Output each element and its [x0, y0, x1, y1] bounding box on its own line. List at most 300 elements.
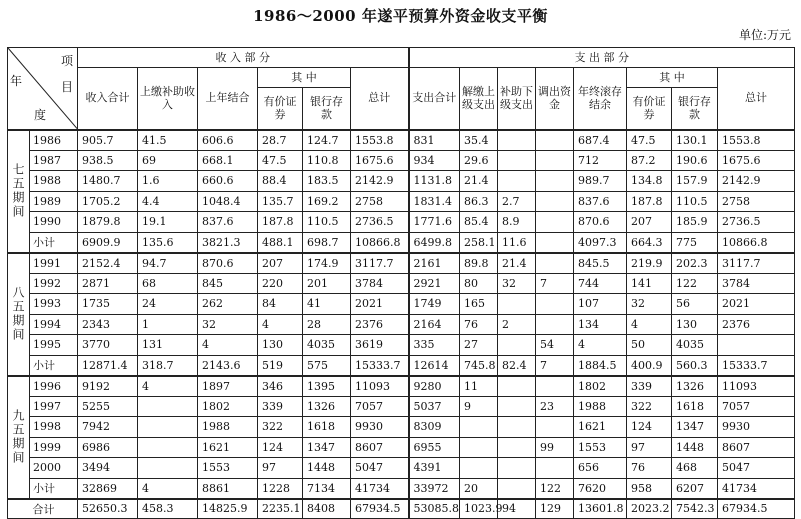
year-cell: 2000 [30, 458, 78, 479]
year-cell: 1987 [30, 150, 78, 171]
expense-bank-deposit-cell: 157.9 [672, 171, 718, 192]
expense-securities-total-cell: 2023.2 [627, 499, 672, 519]
expense-bank-deposit-cell: 468 [672, 458, 718, 479]
expense-securities-cell: 32 [627, 294, 672, 315]
income-sum-cell: 1675.6 [351, 150, 409, 171]
expense-bank-deposit-cell: 6207 [672, 478, 718, 499]
income-sum-cell: 41734 [351, 478, 409, 499]
year-end-balance-cell: 4097.3 [574, 232, 627, 253]
transfer-fund-cell [536, 191, 574, 212]
transfer-fund-cell: 54 [536, 335, 574, 356]
year-end-balance-cell: 656 [574, 458, 627, 479]
last-year-balance-cell: 2143.6 [198, 355, 258, 376]
income-total-cell: 1705.2 [78, 191, 138, 212]
income-bank-deposit-cell: 169.2 [303, 191, 351, 212]
expense-total-cell: 335 [409, 335, 460, 356]
table-row [8, 212, 795, 233]
year-cell: 1992 [30, 273, 78, 294]
income-bank-deposit-cell: 1347 [303, 437, 351, 458]
expense-sum-cell: 15333.7 [718, 355, 795, 376]
income-sum-cell: 15333.7 [351, 355, 409, 376]
year-end-balance-cell: 4 [574, 335, 627, 356]
period-label: 八五期间 [8, 253, 30, 376]
expense-securities-cell: 134.8 [627, 171, 672, 192]
expense-securities-cell: 124 [627, 417, 672, 438]
last-year-balance-cell: 1988 [198, 417, 258, 438]
remit-upper-cell [460, 417, 498, 438]
income-bank-deposit-cell: 41 [303, 294, 351, 315]
corner-item-label: 项 [60, 54, 73, 68]
expense-securities-cell: 400.9 [627, 355, 672, 376]
expense-sum-header: 总计 [718, 68, 795, 130]
table-row [8, 253, 795, 274]
expense-sum-cell: 3784 [718, 273, 795, 294]
year-end-balance-cell: 712 [574, 150, 627, 171]
income-securities-cell: 1228 [258, 478, 303, 499]
income-sum-cell: 3117.7 [351, 253, 409, 274]
income-securities-cell: 88.4 [258, 171, 303, 192]
expense-bank-deposit-cell: 185.9 [672, 212, 718, 233]
expense-total-cell: 6499.8 [409, 232, 460, 253]
expense-total-cell: 12614 [409, 355, 460, 376]
expense-bank-deposit-cell: 190.6 [672, 150, 718, 171]
transfer-fund-cell: 7 [536, 273, 574, 294]
income-total-total-cell: 52650.3 [78, 499, 138, 519]
income-securities-cell: 322 [258, 417, 303, 438]
subsidy-lower-cell: 82.4 [498, 355, 536, 376]
expense-total-cell: 2161 [409, 253, 460, 274]
year-cell: 1995 [30, 335, 78, 356]
expense-sum-cell: 8607 [718, 437, 795, 458]
year-cell: 小计 [30, 355, 78, 376]
remit-upper-cell: 76 [460, 314, 498, 335]
expense-securities-cell: 4 [627, 314, 672, 335]
upper-subsidy-cell: 19.1 [138, 212, 198, 233]
corner-year-label: 年 [10, 74, 23, 88]
income-bank-deposit-cell: 1395 [303, 376, 351, 397]
expense-sum-cell: 9930 [718, 417, 795, 438]
expense-sum-cell: 7057 [718, 396, 795, 417]
income-total-cell: 2152.4 [78, 253, 138, 274]
upper-subsidy-cell: 94.7 [138, 253, 198, 274]
income-total-cell: 32869 [78, 478, 138, 499]
income-total-cell: 6986 [78, 437, 138, 458]
expense-securities-cell: 97 [627, 437, 672, 458]
subsidy-lower-cell [498, 396, 536, 417]
income-sum-cell: 9930 [351, 417, 409, 438]
expense-total-header: 支出合计 [409, 68, 460, 130]
year-cell: 1999 [30, 437, 78, 458]
income-total-cell: 9192 [78, 376, 138, 397]
last-year-balance-cell: 837.6 [198, 212, 258, 233]
income-bank-deposit-cell: 7134 [303, 478, 351, 499]
income-bank-deposit-cell: 110.5 [303, 212, 351, 233]
income-total-header: 收入合计 [78, 68, 138, 130]
income-bank-deposit-cell: 1448 [303, 458, 351, 479]
expense-securities-cell: 219.9 [627, 253, 672, 274]
expense-sum-cell: 1675.6 [718, 150, 795, 171]
upper-subsidy-cell: 24 [138, 294, 198, 315]
income-of-which-header: 其 中 [258, 68, 351, 88]
transfer-fund-cell [536, 130, 574, 151]
income-sum-cell: 11093 [351, 376, 409, 397]
table-body [8, 130, 795, 519]
year-cell: 1986 [30, 130, 78, 151]
expense-bank-deposit-cell: 1347 [672, 417, 718, 438]
expense-bank-deposit-cell: 130 [672, 314, 718, 335]
expense-sum-cell: 2758 [718, 191, 795, 212]
remit-upper-cell: 29.6 [460, 150, 498, 171]
income-securities-cell: 220 [258, 273, 303, 294]
year-cell: 1996 [30, 376, 78, 397]
last-year-balance-header: 上年结合 [198, 68, 258, 130]
table-row [8, 273, 795, 294]
last-year-balance-cell: 1621 [198, 437, 258, 458]
year-cell: 1997 [30, 396, 78, 417]
transfer-fund-cell [536, 232, 574, 253]
expense-total-cell: 831 [409, 130, 460, 151]
year-end-balance-cell: 837.6 [574, 191, 627, 212]
income-securities-cell: 488.1 [258, 232, 303, 253]
remit-upper-cell: 11 [460, 376, 498, 397]
upper-subsidy-cell: 41.5 [138, 130, 198, 151]
subtotal-row [8, 478, 795, 499]
income-total-cell: 905.7 [78, 130, 138, 151]
table-header [8, 48, 795, 130]
table-row [8, 171, 795, 192]
subsidy-lower-cell [498, 437, 536, 458]
grand-total-row [8, 499, 795, 519]
period-label: 七五期间 [8, 130, 30, 253]
income-total-cell: 3494 [78, 458, 138, 479]
year-cell: 1991 [30, 253, 78, 274]
upper-subsidy-cell: 68 [138, 273, 198, 294]
upper-subsidy-cell [138, 417, 198, 438]
remit-upper-cell [460, 458, 498, 479]
remit-upper-cell: 35.4 [460, 130, 498, 151]
income-bank-deposit-cell: 28 [303, 314, 351, 335]
expense-securities-cell: 50 [627, 335, 672, 356]
income-bank-deposit-cell: 183.5 [303, 171, 351, 192]
last-year-balance-cell: 845 [198, 273, 258, 294]
expense-securities-cell: 322 [627, 396, 672, 417]
expense-total-cell: 33972 [409, 478, 460, 499]
transfer-fund-cell: 7 [536, 355, 574, 376]
income-bank-deposit-cell: 575 [303, 355, 351, 376]
income-bank-deposit-cell: 1326 [303, 396, 351, 417]
income-securities-cell: 84 [258, 294, 303, 315]
expense-sum-cell: 11093 [718, 376, 795, 397]
year-end-balance-cell: 134 [574, 314, 627, 335]
year-cell: 1993 [30, 294, 78, 315]
subsidy-lower-cell [498, 171, 536, 192]
transfer-fund-total-cell: 129 [536, 499, 574, 519]
period-label: 九五期间 [8, 376, 30, 499]
subtotal-row [8, 355, 795, 376]
transfer-fund-cell [536, 314, 574, 335]
grand-total-label: 合计 [8, 499, 78, 519]
subsidy-lower-cell: 2.7 [498, 191, 536, 212]
balance-table [7, 47, 795, 519]
year-cell: 1994 [30, 314, 78, 335]
year-end-balance-cell: 845.5 [574, 253, 627, 274]
income-securities-total-cell: 2235.1 [258, 499, 303, 519]
income-total-cell: 5255 [78, 396, 138, 417]
expense-total-cell: 2921 [409, 273, 460, 294]
expense-securities-cell: 47.5 [627, 130, 672, 151]
transfer-fund-cell: 23 [536, 396, 574, 417]
table-row [8, 396, 795, 417]
expense-sum-cell: 2142.9 [718, 171, 795, 192]
expense-bank-deposit-cell: 1618 [672, 396, 718, 417]
expense-securities-cell: 664.3 [627, 232, 672, 253]
remit-upper-cell: 85.4 [460, 212, 498, 233]
remit-upper-cell: 80 [460, 273, 498, 294]
remit-upper-cell: 745.8 [460, 355, 498, 376]
subsidy-lower-cell: 2 [498, 314, 536, 335]
expense-section-header: 支 出 部 分 [409, 48, 795, 68]
expense-bank-deposit-total-cell: 7542.3 [672, 499, 718, 519]
table-row [8, 314, 795, 335]
income-total-cell: 6909.9 [78, 232, 138, 253]
income-securities-cell: 519 [258, 355, 303, 376]
last-year-balance-cell: 1802 [198, 396, 258, 417]
upper-subsidy-cell: 4 [138, 478, 198, 499]
year-cell: 小计 [30, 232, 78, 253]
last-year-balance-cell: 1897 [198, 376, 258, 397]
income-sum-cell: 2142.9 [351, 171, 409, 192]
expense-total-cell: 2164 [409, 314, 460, 335]
expense-sum-cell: 1553.8 [718, 130, 795, 151]
subsidy-lower-cell: 32 [498, 273, 536, 294]
income-total-cell: 12871.4 [78, 355, 138, 376]
income-securities-cell: 135.7 [258, 191, 303, 212]
transfer-fund-header: 调出资金 [536, 68, 574, 130]
last-year-balance-cell: 660.6 [198, 171, 258, 192]
income-sum-cell: 7057 [351, 396, 409, 417]
expense-total-cell: 1749 [409, 294, 460, 315]
transfer-fund-cell [536, 417, 574, 438]
expense-bank-deposit-cell: 130.1 [672, 130, 718, 151]
expense-total-cell: 1771.6 [409, 212, 460, 233]
expense-securities-cell: 339 [627, 376, 672, 397]
year-end-balance-cell: 1884.5 [574, 355, 627, 376]
expense-total-cell: 4391 [409, 458, 460, 479]
income-securities-cell: 130 [258, 335, 303, 356]
year-cell: 1989 [30, 191, 78, 212]
subsidy-lower-cell [498, 478, 536, 499]
expense-sum-cell: 2376 [718, 314, 795, 335]
year-end-balance-cell: 1621 [574, 417, 627, 438]
table-row [8, 376, 795, 397]
income-sum-cell: 2736.5 [351, 212, 409, 233]
income-securities-cell: 124 [258, 437, 303, 458]
income-securities-cell: 207 [258, 253, 303, 274]
last-year-balance-cell: 262 [198, 294, 258, 315]
subsidy-lower-cell [498, 150, 536, 171]
expense-bank-deposit-cell: 110.5 [672, 191, 718, 212]
income-sum-cell: 10866.8 [351, 232, 409, 253]
expense-bank-deposit-header: 银行存款 [672, 88, 718, 130]
expense-sum-cell [718, 335, 795, 356]
remit-upper-cell: 258.1 [460, 232, 498, 253]
expense-bank-deposit-cell: 560.3 [672, 355, 718, 376]
remit-upper-cell: 9 [460, 396, 498, 417]
income-securities-cell: 339 [258, 396, 303, 417]
income-bank-deposit-cell: 1618 [303, 417, 351, 438]
expense-bank-deposit-cell: 1326 [672, 376, 718, 397]
income-sum-header: 总计 [351, 68, 409, 130]
upper-subsidy-cell [138, 437, 198, 458]
expense-bank-deposit-cell: 56 [672, 294, 718, 315]
income-sum-total-cell: 67934.5 [351, 499, 409, 519]
year-end-balance-cell: 107 [574, 294, 627, 315]
subsidy-lower-cell: 21.4 [498, 253, 536, 274]
year-end-balance-cell: 687.4 [574, 130, 627, 151]
transfer-fund-cell [536, 150, 574, 171]
upper-subsidy-cell: 135.6 [138, 232, 198, 253]
year-end-balance-cell: 1802 [574, 376, 627, 397]
expense-bank-deposit-cell: 202.3 [672, 253, 718, 274]
table-row [8, 150, 795, 171]
income-securities-cell: 187.8 [258, 212, 303, 233]
transfer-fund-cell [536, 253, 574, 274]
expense-bank-deposit-cell: 4035 [672, 335, 718, 356]
income-sum-cell: 3619 [351, 335, 409, 356]
income-bank-deposit-header: 银行存款 [303, 88, 351, 130]
unit-label: 单位:万元 [738, 28, 791, 42]
expense-securities-cell: 187.8 [627, 191, 672, 212]
upper-subsidy-cell [138, 458, 198, 479]
subsidy-lower-header: 补助下级支出 [498, 68, 536, 130]
income-section-header: 收 入 部 分 [78, 48, 409, 68]
income-total-cell: 2871 [78, 273, 138, 294]
income-bank-deposit-cell: 4035 [303, 335, 351, 356]
subsidy-lower-cell [498, 458, 536, 479]
remit-upper-cell: 86.3 [460, 191, 498, 212]
income-total-cell: 2343 [78, 314, 138, 335]
expense-sum-cell: 2736.5 [718, 212, 795, 233]
last-year-balance-cell: 1553 [198, 458, 258, 479]
upper-subsidy-cell: 69 [138, 150, 198, 171]
upper-subsidy-cell: 1.6 [138, 171, 198, 192]
expense-total-cell: 934 [409, 150, 460, 171]
income-sum-cell: 8607 [351, 437, 409, 458]
transfer-fund-cell [536, 212, 574, 233]
last-year-balance-cell: 870.6 [198, 253, 258, 274]
year-end-balance-cell: 7620 [574, 478, 627, 499]
year-end-balance-total-cell: 13601.8 [574, 499, 627, 519]
corner-header [8, 48, 78, 130]
subsidy-lower-cell: 8.9 [498, 212, 536, 233]
expense-sum-cell: 3117.7 [718, 253, 795, 274]
corner-mu-label: 目 [60, 80, 73, 94]
table-row [8, 417, 795, 438]
expense-securities-cell: 141 [627, 273, 672, 294]
expense-sum-total-cell: 67934.5 [718, 499, 795, 519]
table-row [8, 437, 795, 458]
subsidy-lower-cell [498, 417, 536, 438]
expense-total-cell: 1131.8 [409, 171, 460, 192]
upper-subsidy-cell: 4.4 [138, 191, 198, 212]
expense-securities-cell: 207 [627, 212, 672, 233]
expense-total-cell: 6955 [409, 437, 460, 458]
income-securities-cell: 346 [258, 376, 303, 397]
expense-sum-cell: 5047 [718, 458, 795, 479]
remit-upper-cell: 21.4 [460, 171, 498, 192]
income-total-cell: 1735 [78, 294, 138, 315]
transfer-fund-cell [536, 294, 574, 315]
income-sum-cell: 2376 [351, 314, 409, 335]
year-end-balance-cell: 1988 [574, 396, 627, 417]
year-end-balance-cell: 1553 [574, 437, 627, 458]
year-cell: 1998 [30, 417, 78, 438]
upper-subsidy-cell: 131 [138, 335, 198, 356]
year-cell: 1988 [30, 171, 78, 192]
upper-subsidy-total-cell: 458.3 [138, 499, 198, 519]
income-sum-cell: 2021 [351, 294, 409, 315]
table-row [8, 130, 795, 151]
income-total-cell: 3770 [78, 335, 138, 356]
transfer-fund-cell [536, 171, 574, 192]
income-total-cell: 7942 [78, 417, 138, 438]
expense-sum-cell: 41734 [718, 478, 795, 499]
upper-subsidy-header: 上缴补助收入 [138, 68, 198, 130]
remit-upper-header: 解缴上级支出 [460, 68, 498, 130]
subsidy-lower-cell [498, 130, 536, 151]
remit-upper-total-cell: 1023.9 [460, 499, 498, 519]
expense-total-cell: 5037 [409, 396, 460, 417]
expense-sum-cell: 2021 [718, 294, 795, 315]
year-cell: 小计 [30, 478, 78, 499]
last-year-balance-cell: 32 [198, 314, 258, 335]
corner-du-label: 度 [34, 107, 47, 122]
subtotal-row [8, 232, 795, 253]
year-end-balance-cell: 989.7 [574, 171, 627, 192]
income-bank-deposit-total-cell: 8408 [303, 499, 351, 519]
table-row [8, 191, 795, 212]
expense-total-total-cell: 53085.8 [409, 499, 460, 519]
income-sum-cell: 5047 [351, 458, 409, 479]
expense-bank-deposit-cell: 775 [672, 232, 718, 253]
last-year-balance-cell: 668.1 [198, 150, 258, 171]
expense-securities-cell: 958 [627, 478, 672, 499]
upper-subsidy-cell: 1 [138, 314, 198, 335]
table-row [8, 458, 795, 479]
income-bank-deposit-cell: 124.7 [303, 130, 351, 151]
year-end-balance-header: 年终滚存结余 [574, 68, 627, 130]
income-securities-cell: 47.5 [258, 150, 303, 171]
expense-bank-deposit-cell: 1448 [672, 437, 718, 458]
year-cell: 1990 [30, 212, 78, 233]
subsidy-lower-cell: 11.6 [498, 232, 536, 253]
upper-subsidy-cell [138, 396, 198, 417]
year-end-balance-cell: 744 [574, 273, 627, 294]
subsidy-lower-cell [498, 294, 536, 315]
income-sum-cell: 1553.8 [351, 130, 409, 151]
expense-bank-deposit-cell: 122 [672, 273, 718, 294]
income-bank-deposit-cell: 110.8 [303, 150, 351, 171]
expense-total-cell: 8309 [409, 417, 460, 438]
income-securities-cell: 4 [258, 314, 303, 335]
income-total-cell: 1480.7 [78, 171, 138, 192]
last-year-balance-cell: 8861 [198, 478, 258, 499]
expense-securities-cell: 76 [627, 458, 672, 479]
table-row [8, 294, 795, 315]
last-year-balance-cell: 1048.4 [198, 191, 258, 212]
remit-upper-cell: 20 [460, 478, 498, 499]
last-year-balance-total-cell: 14825.9 [198, 499, 258, 519]
